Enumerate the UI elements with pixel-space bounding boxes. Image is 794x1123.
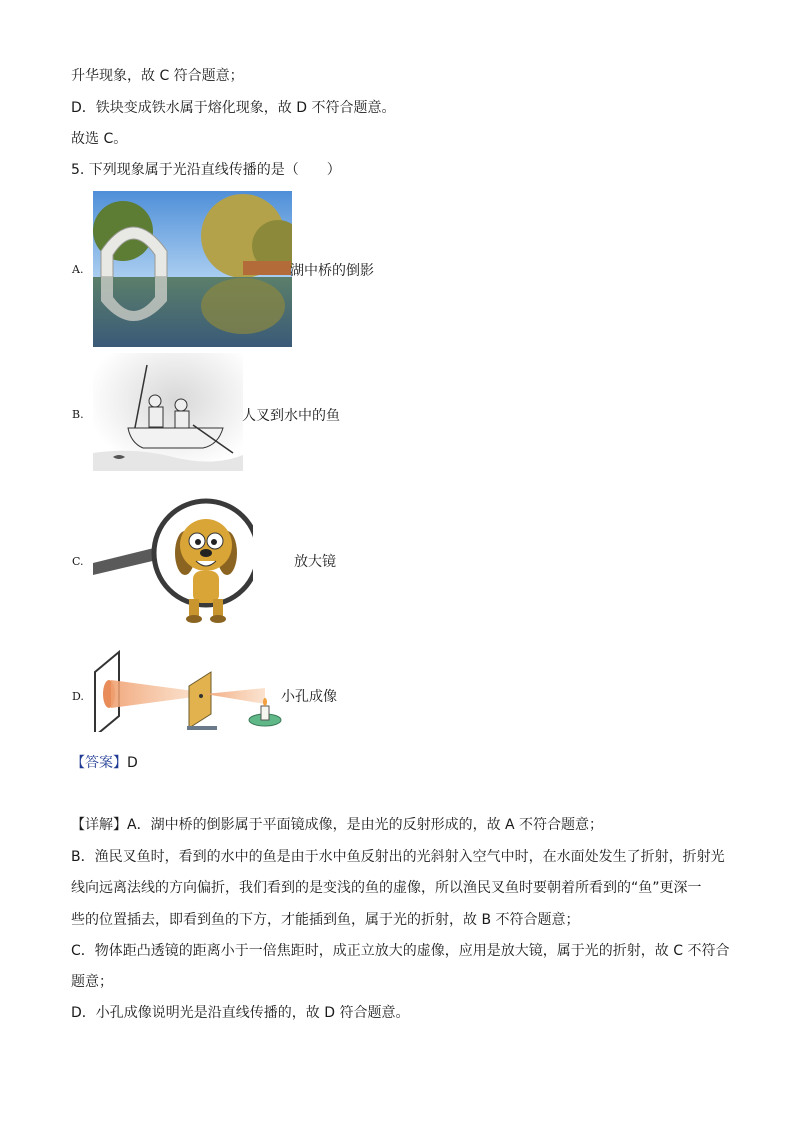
- question-stem: 5. 下列现象属于光沿直线传播的是（ ）: [71, 162, 341, 178]
- magnifier-dog-image: [93, 495, 253, 635]
- explanation-line-2: B．渔民叉鱼时，看到的水中的鱼是由于水中鱼反射出的光斜射入空气中时，在水面处发生了折射，折射光: [71, 849, 725, 865]
- explanation-line-1: 【详解】A．湖中桥的倒影属于平面镜成像，是由光的反射形成的，故 A 不符合题意；: [71, 817, 604, 833]
- answer-value: D: [127, 755, 138, 771]
- option-a-caption: 湖中桥的倒影: [290, 263, 374, 279]
- option-d-caption: 小孔成像: [281, 689, 337, 705]
- fishing-spear-image: [93, 353, 243, 471]
- answer-line: [71, 753, 138, 773]
- bridge-reflection-image: [93, 191, 292, 347]
- explanation-line-7: D．小孔成像说明光是沿直线传播的，故 D 符合题意。: [71, 1005, 410, 1021]
- explanation-line-3: 线向远离法线的方向偏折，我们看到的是变浅的鱼的虚像，所以渔民叉鱼时要朝着所看到的“鱼”更深一: [71, 880, 702, 896]
- explanation-line-5: C．物体距凸透镜的距离小于一倍焦距时，成正立放大的虚像，应用是放大镜，属于光的折射，故 C 不符合: [71, 943, 730, 959]
- prev-text-line-1: 升华现象，故 C 符合题意；: [71, 68, 244, 84]
- explanation-line-4: 些的位置插去，即看到鱼的下方，才能插到鱼，属于光的折射，故 B 不符合题意；: [71, 912, 580, 928]
- pinhole-imaging-image: [93, 650, 283, 732]
- option-b-label: B.: [72, 408, 84, 421]
- answer-tag: 【答案】: [71, 755, 127, 771]
- option-a-label: A.: [72, 263, 84, 276]
- explanation-line-6: 题意；: [71, 974, 113, 990]
- option-c-caption: 放大镜: [294, 554, 336, 570]
- prev-text-line-2: D．铁块变成铁水属于熔化现象，故 D 不符合题意。: [71, 100, 396, 116]
- option-d-label: D.: [72, 690, 84, 703]
- option-b-caption: 人叉到水中的鱼: [242, 408, 340, 424]
- prev-text-line-3: 故选 C。: [71, 131, 128, 147]
- option-c-label: C.: [72, 555, 84, 568]
